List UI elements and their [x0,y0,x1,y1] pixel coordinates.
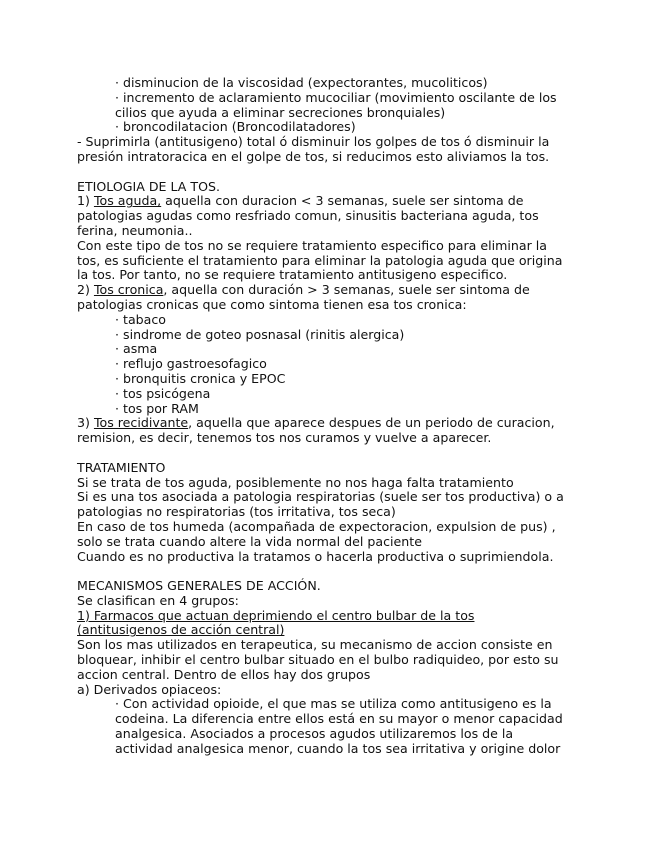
tos-cronica-term: Tos cronica [93,282,164,298]
sub-a-heading: a) Derivados opiaceos: [77,681,222,697]
list-item: · sindrome de goteo posnasal (rinitis alergica) [115,326,405,342]
opioid-bullet-line: · Con actividad opioide, el que mas se utiliza como antitusigeno es la [115,696,552,712]
intro-bullets [77,76,577,135]
tos-aguda-line2: patologias agudas como resfriado comun, sinusitis bacteriana aguda, tos [77,208,539,224]
tos-recidivante-term: Tos recidivante [93,415,189,431]
suppress-line2: presión intratoracica en el golpe de tos, si reducimos esto aliviamos la tos. [77,148,550,164]
bullet-broncodilatacion: · broncodilatacion (Broncodilatadores) [115,119,356,135]
tos-aguda-term: Tos aguda, [93,193,162,209]
tratamiento-heading: TRATAMIENTO [77,459,166,475]
tos-aguda-note-line1: Con este tipo de tos no se requiere tratamiento especifico para eliminar la [77,237,547,253]
tos-aguda-text: aquella con duracion < 3 semanas, suele ser sintoma de [161,193,524,209]
group1-body-line: Son los mas utilizados en terapeutica, su mecanismo de accion consiste en [77,637,553,653]
tos-cronica-line1 [77,283,577,298]
list-item: · asma [115,341,158,357]
item-number: 1) [77,193,94,209]
list-item: · tos psicógena [115,385,211,401]
bullet-viscosidad: · disminucion de la viscosidad (expectorantes, mucoliticos) [115,75,488,90]
bullet-aclaramiento-line2: cilios que ayuda a eliminar secreciones bronquiales) [115,104,446,120]
opioid-bullet-line: analgesica. Asociados a procesos agudos utilizaremos los de la [115,726,514,742]
list-item: · tabaco [115,311,167,327]
tos-cronica-text: , aquella con duración > 3 semanas, suele ser sintoma de [163,282,530,298]
item-number: 3) [77,415,94,431]
tratamiento-line: Cuando es no productiva la tratamos o hacerla productiva o suprimiendola. [77,548,554,564]
etiologia-heading: ETIOLOGIA DE LA TOS. [77,178,221,194]
tos-aguda-line3: ferina, neumonia.. [77,222,193,238]
item-number: 2) [77,282,94,298]
tratamiento-line: Si es una tos asociada a patologia respiratorias (suele ser tos productiva) o a [77,489,564,505]
group1-title-line2: (antitusigenos de acción central) [77,622,285,638]
tos-cronica-line2: patologias cronicas que como sintoma tienen esa tos cronica: [77,296,467,312]
bullet-aclaramiento-line1: · incremento de aclaramiento mucociliar (movimiento oscilante de los [115,89,557,105]
group1-body-line: accion central. Dentro de ellos hay dos grupos [77,666,371,682]
group1-body-line: bloquear, inhibir el centro bulbar situado en el bulbo radiquideo, por esto su [77,652,559,668]
list-item: · reflujo gastroesofagico [115,356,267,372]
tratamiento-line: En caso de tos humeda (acompañada de expectoracion, expulsion de pus) , [77,518,556,534]
tos-recidivante-line2: remision, es decir, tenemos tos nos curamos y vuelve a aparecer. [77,430,492,446]
tos-recidivante-line1 [77,416,577,431]
opioid-bullet-line: actividad analgesica menor, cuando la tos sea irritativa y origine dolor [115,740,561,756]
tratamiento-line: patologias no respiratorias (tos irritativa, tos seca) [77,504,396,520]
suppress-line1: - Suprimirla (antitusigeno) total ó disminuir los golpes de tos ó disminuir la [77,134,550,150]
tos-recidivante-text: , aquella que aparece despues de un periodo de curacion, [188,415,555,431]
tos-aguda-line1 [77,194,577,209]
document-body [77,76,577,757]
group1-title-line1: 1) Farmacos que actuan deprimiendo el centro bulbar de la tos [77,607,475,623]
tratamiento-line: Si se trata de tos aguda, posiblemente no nos haga falta tratamiento [77,474,514,490]
mecanismos-heading: MECANISMOS GENERALES DE ACCIÓN. [77,578,321,594]
list-item: · bronquitis cronica y EPOC [115,370,286,386]
tos-aguda-note-line3: la tos. Por tanto, no se requiere tratamiento antitusigeno especifico. [77,267,508,283]
list-item: · tos por RAM [115,400,199,416]
spacer [77,564,577,579]
spacer [77,165,577,180]
mecanismos-intro: Se clasifican en 4 grupos: [77,592,239,608]
spacer [77,446,577,461]
tos-aguda-note-line2: tos, es suficiente el tratamiento para eliminar la patologia aguda que origina [77,252,563,268]
tos-cronica-causes [77,313,577,417]
tratamiento-line: solo se trata cuando altere la vida normal del paciente [77,533,422,549]
opioid-bullet-line: codeina. La diferencia entre ellos está en su mayor o menor capacidad [115,711,563,727]
